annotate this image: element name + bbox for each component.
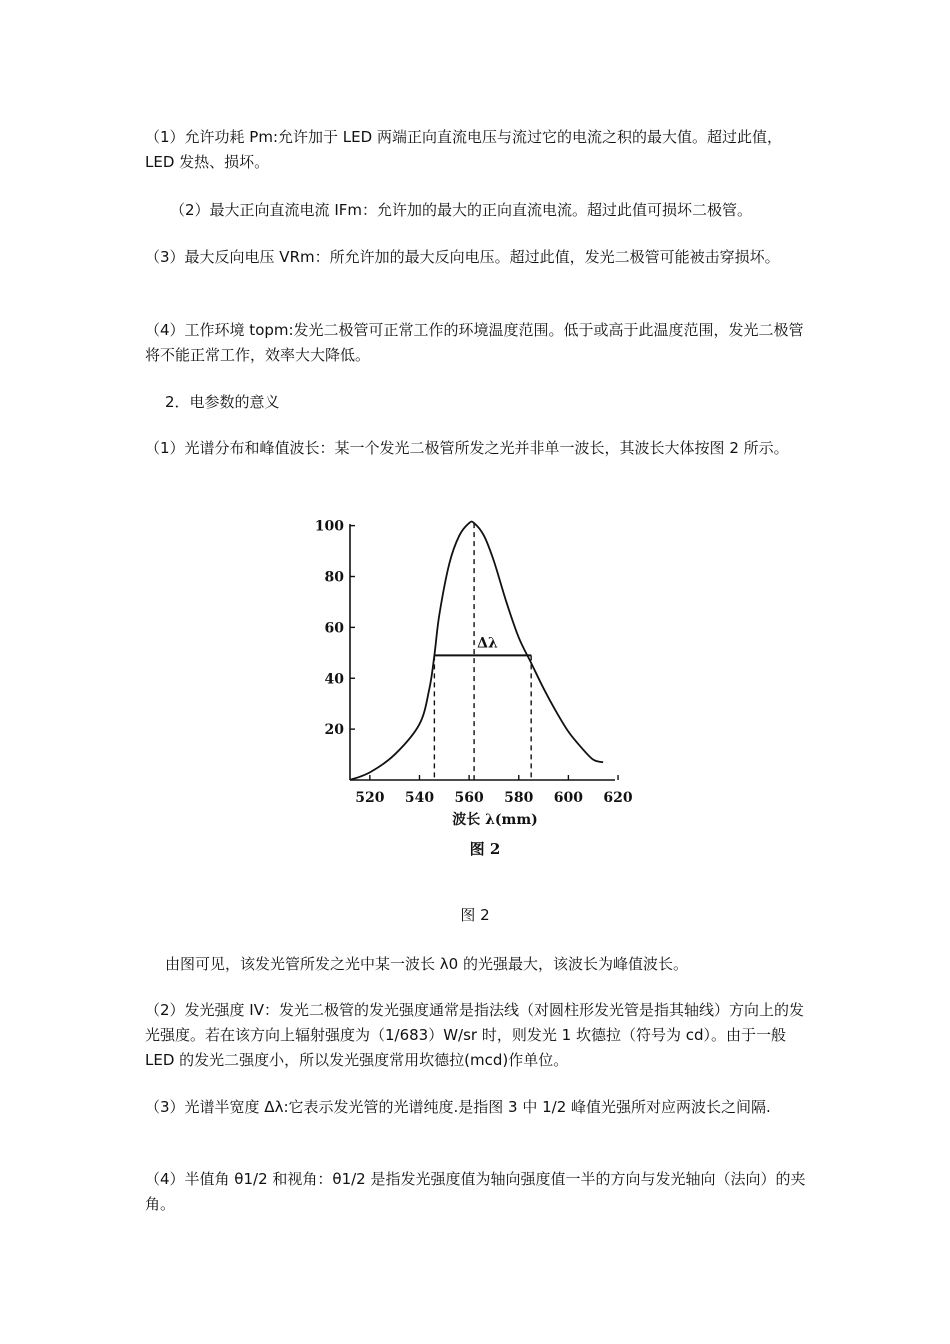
para-peak-wavelength: 由图可见，该发光管所发之光中某一波长 λ0 的光强最大，该波长为峰值波长。: [165, 955, 688, 973]
y-tick-label: 40: [324, 671, 344, 688]
x-tick-label: 540: [404, 790, 435, 806]
para-half-value-angle: （4）半值角 θ1/2 和视角：θ1/2 是指发光强度值为轴向强度值一半的方向与发光轴向（法向）的夹角。: [145, 1170, 806, 1213]
figure-image-label: 图 2: [469, 840, 501, 858]
figure-caption: 图 2: [460, 906, 490, 924]
y-tick-label: 60: [324, 620, 344, 637]
x-axis-label: 波长 λ(mm): [452, 812, 538, 828]
section-heading-electrical-params: 2．电参数的意义: [165, 393, 280, 411]
para-max-forward-current: （2）最大正向直流电流 IFm：允许加的最大的正向直流电流。超过此值可损坏二极管。: [170, 201, 752, 219]
y-tick-label: 20: [324, 722, 344, 739]
para-operating-environment: （4）工作环境 topm:发光二极管可正常工作的环境温度范围。低于或高于此温度范围，发光二极管将不能正常工作，效率大大降低。: [145, 321, 804, 364]
delta-lambda-annotation: Δλ: [477, 635, 498, 652]
para-max-reverse-voltage: （3）最大反向电压 VRm：所允许加的最大反向电压。超过此值，发光二极管可能被击穿损坏。: [145, 248, 780, 266]
x-tick-label: 520: [355, 790, 385, 806]
para-luminous-intensity: （2）发光强度 IV：发光二极管的发光强度通常是指法线（对圆柱形发光管是指其轴线）方向上的发光强度。若在该方向上辐射强度为（1/683）W/sr 时，则发光 1 坎德拉（符号为 cd）。由于一般 LED 的发光二强度小，所以发光强度常用坎德拉(mcd)作单位。: [145, 1001, 805, 1069]
y-tick-label: 100: [314, 518, 344, 535]
x-tick-label: 600: [553, 790, 584, 806]
x-tick-label: 580: [504, 790, 534, 806]
spectrum-figure: [305, 510, 635, 865]
spectrum-chart: [305, 510, 635, 865]
x-tick-label: 560: [454, 790, 484, 806]
y-tick-label: 80: [324, 569, 344, 586]
x-tick-label: 620: [603, 790, 633, 806]
para-allowed-power: （1）允许功耗 Pm:允许加于 LED 两端正向直流电压与流过它的电流之积的最大值。超过此值，LED 发热、损坏。: [145, 128, 782, 171]
para-spectral-distribution: （1）光谱分布和峰值波长：某一个发光二极管所发之光并非单一波长，其波长大体按图 2 所示。: [145, 439, 789, 457]
para-spectral-half-width: （3）光谱半宽度 Δλ:它表示发光管的光谱纯度.是指图 3 中 1/2 峰值光强所对应两波长之间隔.: [145, 1098, 771, 1116]
